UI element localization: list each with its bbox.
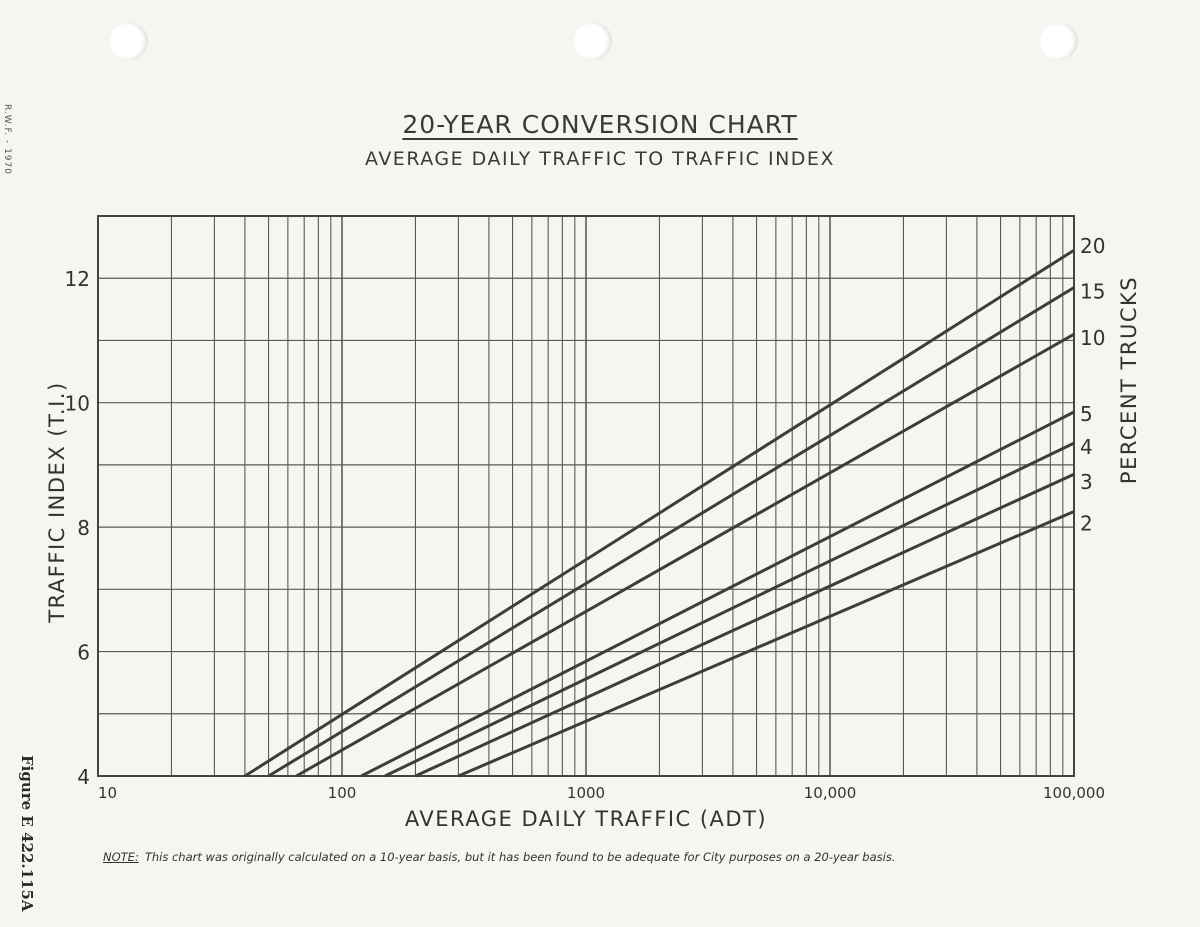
series-line-3-percent [415,474,1074,776]
x-tick-label: 1000 [566,784,606,802]
x-tick-label: 100 [327,784,357,802]
chart-note [103,850,895,864]
y-axis-label: TRAFFIC INDEX (T.I.) [45,381,69,623]
x-tick-label: 10 [98,784,118,802]
series-label-3: 3 [1080,470,1093,495]
series-line-4-percent [385,443,1074,776]
series-line-15-percent [269,288,1074,776]
y-tick-label: 12 [64,267,90,292]
series-label-5: 5 [1080,402,1093,426]
series-line-2-percent [458,512,1074,776]
series-label-4: 4 [1080,435,1093,460]
figure-label: Figure E 422.115A [18,755,36,912]
series-label-20: 20 [1080,234,1106,259]
note-text: This chart was originally calculated on a 10-year basis, but it has been found to be adequate for City purposes on a 20-year basis. [144,850,896,864]
series-label-2: 2 [1080,511,1093,536]
series-label-15: 15 [1080,279,1106,304]
chart-grid [98,216,1074,776]
series-line-5-percent [361,412,1074,776]
y-tick-label: 10 [64,391,90,416]
x-tick-label: 100,000 [1042,784,1106,802]
series-line-10-percent [296,334,1074,776]
note-label: NOTE: [103,850,139,864]
right-axis-label: PERCENT TRUCKS [1117,275,1141,485]
y-tick-label: 6 [77,640,90,665]
y-tick-label: 8 [77,516,90,541]
chart-subtitle: AVERAGE DAILY TRAFFIC TO TRAFFIC INDEX [365,148,835,170]
x-axis-label: AVERAGE DAILY TRAFFIC (ADT) [404,807,768,831]
x-tick-label: 10,000 [803,784,857,802]
y-tick-label: 4 [77,765,90,789]
series-label-10: 10 [1080,326,1106,351]
side-code: R.W.F. - 1970 [2,104,12,175]
chart-title: 20-YEAR CONVERSION CHART [402,110,798,139]
